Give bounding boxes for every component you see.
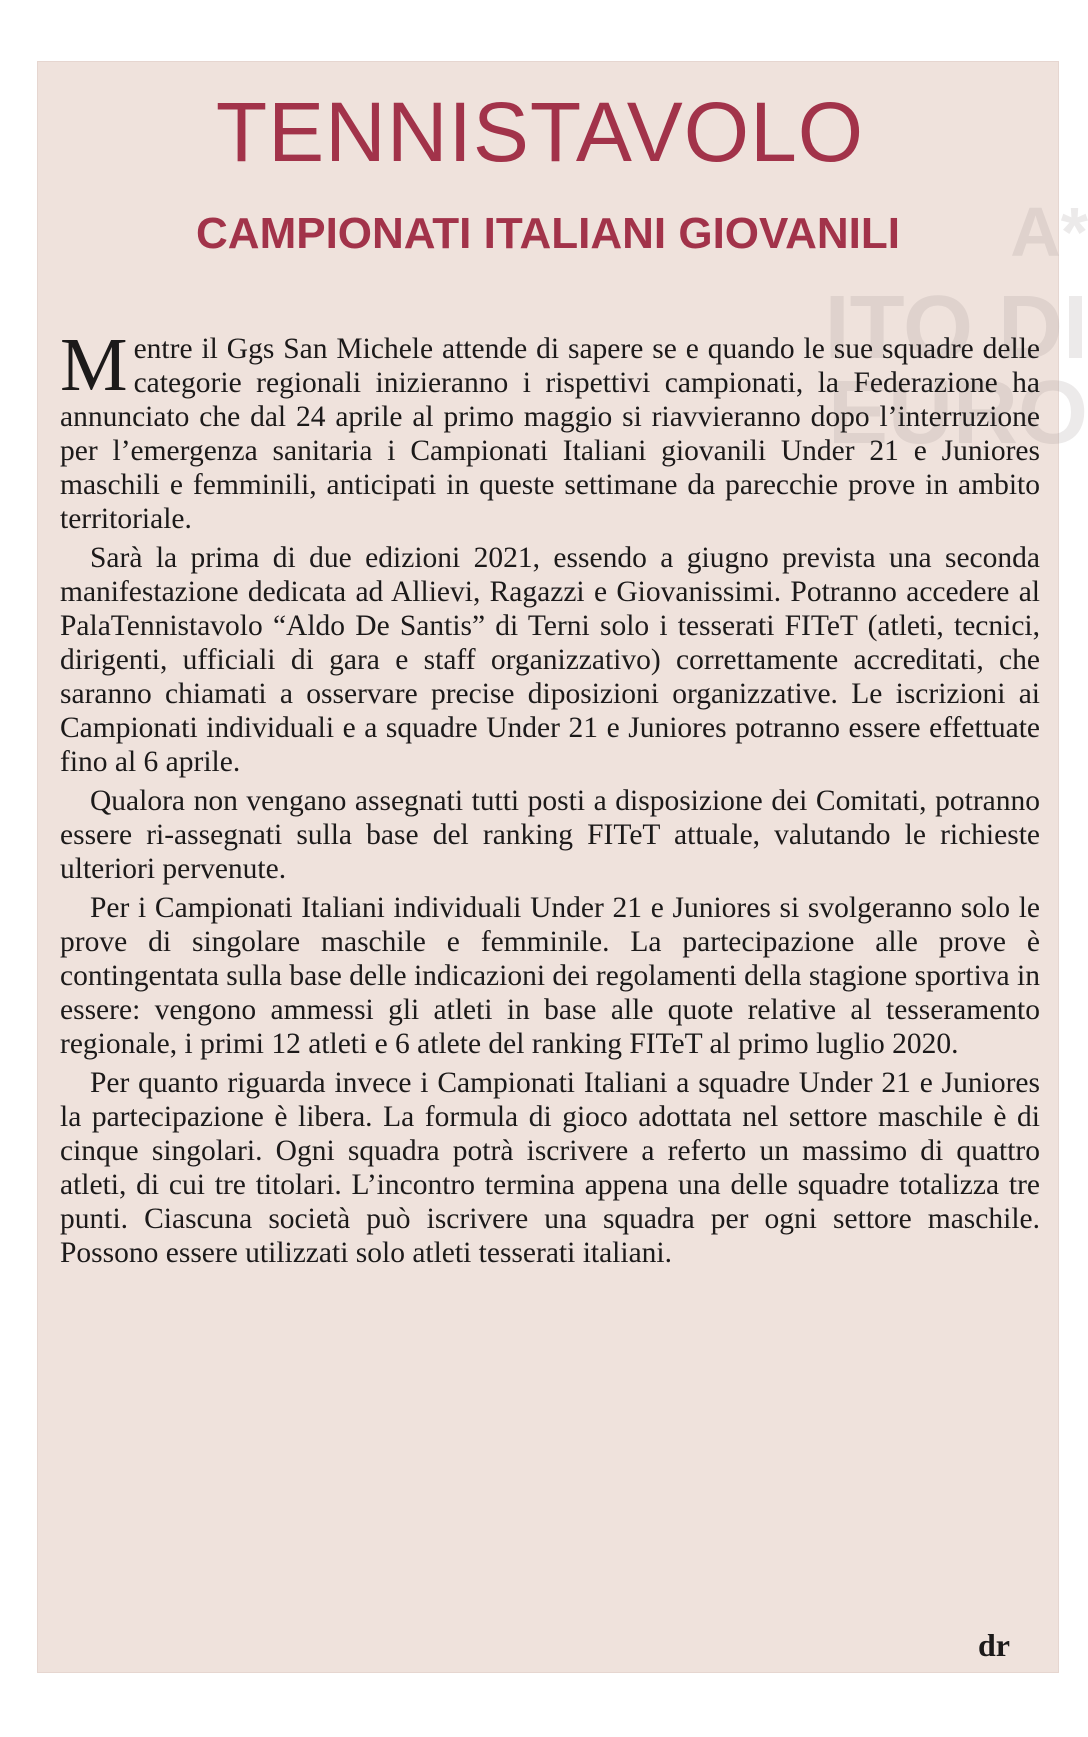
article-paragraph: Sarà la prima di due edizioni 2021, essendo a giugno prevista una seconda manifestazione dedicata ad Allievi, Ragazzi e Giovanissimi. Potranno accedere al PalaTennistavolo “Aldo De Santis” di Terni solo i tesserati FITeT (atleti, tecnici, dirigenti, ufficiali di gara e staff organizzativo) correttamente accreditati, che saranno chiamati a osservare precise diposizioni organizzative. Le iscrizioni ai Campionati individuali e a squadre Under 21 e Juniores potranno essere effettuate fino al 6 aprile. — [60, 542, 1040, 778]
article-paragraph: Per i Campionati Italiani individuali Under 21 e Juniores si svolgeranno solo le prove di singolare maschile e femminile. La partecipazione alle prove è contingentata sulla base delle indicazioni dei regolamenti della stagione sportiva in essere: vengono ammessi gli atleti in base alle quote relative al tesseramento regionale, i primi 12 atleti e 6 atlete del ranking FITeT al primo luglio 2020. — [60, 892, 1040, 1060]
article-paragraph — [60, 323, 1040, 536]
paragraph-text: entre il Ggs San Michele attende di sapere se e quando le sue squadre delle categorie regionali inizieranno i rispettivi campionati, la Federazione ha annunciato che dal 24 aprile al primo maggio si riavvieranno dopo l’interruzione per l’emergenza sanitaria i Campionati Italiani giovanili Under 21 e Juniores maschili e femminili, anticipati in queste settimane da parecchie prove in ambito territoriale. — [60, 333, 1040, 535]
article-title: TENNISTAVOLO — [215, 85, 865, 179]
article-paragraph: Per quanto riguarda invece i Campionati Italiani a squadre Under 21 e Juniores la partecipazione è libera. La formula di gioco adottata nel settore maschile è di cinque singolari. Ogni squadra potrà iscrivere a referto un massimo di quattro atleti, di cui tre titolari. L’incontro termina appena una delle squadre totalizza tre punti. Ciascuna società può iscrivere una squadra per ogni settore maschile. Possono essere utilizzati solo atleti tesserati italiani. — [60, 1067, 1040, 1269]
bleed-through-decoration: EURO — [827, 363, 1088, 463]
bleed-through-decoration: ITO DI — [824, 278, 1088, 378]
drop-cap: M — [60, 323, 128, 407]
newspaper-clipping — [38, 62, 1088, 1672]
bleed-through-decoration: A* — [1010, 193, 1088, 271]
article-paragraph: Qualora non vengano assegnati tutti posti a disposizione dei Comitati, potranno essere ri-assegnati sulla base del ranking FITeT attuale, valutando le richieste ulteriori pervenute. — [60, 785, 1040, 885]
article-body — [60, 323, 1040, 1275]
author-signature: dr — [978, 1627, 1010, 1663]
article-subtitle: CAMPIONATI ITALIANI GIOVANILI — [196, 209, 900, 258]
